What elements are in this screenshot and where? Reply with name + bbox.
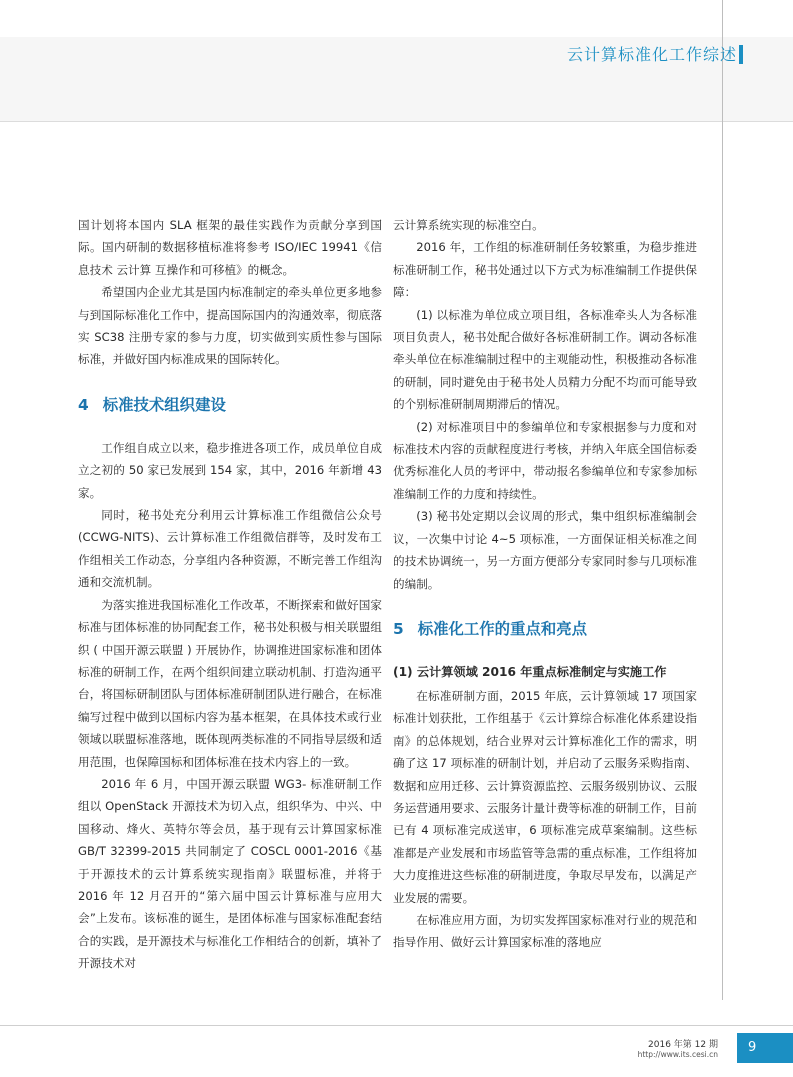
margin-rule — [722, 0, 723, 1000]
paragraph: 工作组自成立以来，稳步推进各项工作，成员单位自成立之初的 50 家已发展到 154 家，其中，2016 年新增 43 家。 — [78, 440, 382, 500]
footer-issue: 2016 年第 12 期 — [648, 1040, 718, 1050]
paragraph: 云计算系统实现的标准空白。 — [393, 218, 544, 232]
running-header-title: 云计算标准化工作综述 — [566, 45, 737, 64]
paragraph: 2016 年，工作组的标准研制任务较繁重，为稳步推进标准研制工作，秘书处通过以下方式为标准编制工作提供保障： — [393, 240, 697, 300]
paragraph: (3) 秘书处定期以会议周的形式，集中组织标准编制会议，一次集中讨论 4~5 项标准，一方面保证相关标准之间的技术协调统一，另一方面方便部分专家同时参与几项标准的编制。 — [393, 509, 697, 591]
footer-divider — [0, 1025, 793, 1026]
paragraph: 为落实推进我国标准化工作改革，不断探索和做好国家标准与团体标准的协同配套工作，秘书处积极与相关联盟组织 ( 中国开源云联盟 ) 开展协作，协调推进国家标准和团体标准的研制工作，在两个组织间建立联动机制、打造沟通平台，将国标研制团队与团体标准研制团队进行融合，在标准编写过程中做到以国标内容为基本框架，在具体技术或行业领域以联盟标准落地，既体现两类标准的不同指导层级和适用范围，也保障国标和团体标准在技术内容上的一致。 — [78, 597, 382, 769]
header-accent-bar — [739, 45, 743, 64]
section-title: 标准技术组织建设 — [102, 395, 226, 414]
footer-url: http://www.its.cesi.cn — [637, 1050, 718, 1059]
paragraph: 2016 年 6 月，中国开源云联盟 WG3- 标准研制工作组以 OpenStack 开源技术为切入点，组织华为、中兴、中国移动、烽火、英特尔等会员，基于现有云计算国家标准 GB/T 32399-2015 共同制定了 COSCL 0001-2016《基于开源技术的云计算系统实现指南》联盟标准，并将于 2016 年 12 月召开的“第六届中国云计算标准与应用大会”上发布。该标准的诞生，是团体标准与国家标准配套结合的实践，是开源技术与标准化工作相结合的创新，填补了开源技术对 — [78, 776, 382, 971]
right-column — [393, 214, 697, 954]
paragraph: 同时，秘书处充分利用云计算标准工作组微信公众号 (CCWG-NITS)、云计算标准工作组微信群等，及时发布工作组相关工作动态，分享组内各种资源，不断完善工作组沟通和交流机制。 — [78, 508, 382, 590]
paragraph: 希望国内企业尤其是国内标准制定的牵头单位更多地参与到国际标准化工作中，提高国际国内的沟通效率，彻底落实 SC38 注册专家的参与力度，切实做到实质性参与国际标准，并做好国内标准成果的国际转化。 — [78, 285, 382, 367]
subsection-heading: (1) 云计算领域 2016 年重点标准制定与实施工作 — [393, 664, 667, 679]
section-heading-4 — [78, 393, 382, 417]
section-number: 4 — [78, 395, 89, 414]
left-column — [78, 214, 382, 975]
section-number: 5 — [393, 619, 404, 638]
section-heading-5 — [393, 617, 697, 641]
paragraph: 在标准应用方面，为切实发挥国家标准对行业的规范和指导作用、做好云计算国家标准的落地应 — [393, 912, 697, 950]
paragraph: 国计划将本国内 SLA 框架的最佳实践作为贡献分享到国际。国内研制的数据移植标准将参考 ISO/IEC 19941《信息技术 云计算 互操作和可移植》的概念。 — [78, 218, 382, 277]
paragraph: (1) 以标准为单位成立项目组，各标准牵头人为各标准项目负责人，秘书处配合做好各标准研制工作。调动各标准牵头单位在标准编制过程中的主观能动性，积极推动各标准的研制，同时避免由于秘书处人员精力分配不均而可能导致的个别标准研制周期滞后的情况。 — [393, 307, 697, 412]
paragraph: (2) 对标准项目中的参编单位和专家根据参与力度和对标准技术内容的贡献程度进行考核，并纳入年底全国信标委优秀标准化人员的考评中，带动报名参编单位和专家参加标准编制工作的力度和持续性。 — [393, 419, 697, 501]
page-number: 9 — [737, 1033, 793, 1063]
paragraph: 在标准研制方面，2015 年底，云计算领域 17 项国家标准计划获批，工作组基于《云计算综合标准化体系建设指南》的总体规划，结合业界对云计算标准化工作的需求，明确了这 17 项标准的研制计划，并启动了云服务采购指南、数据和应用迁移、云计算资源监控、云服务级别协议、云服务运营通用要求、云服务计量计费等标准的研制工作，目前已有 4 项标准完成送审，6 项标准完成草案编制。这些标准都是产业发展和市场监管等急需的重点标准，工作组将加大力度推进这些标准的研制进度，争取尽早发布，以满足产业发展的需要。 — [393, 688, 697, 905]
section-title: 标准化工作的重点和亮点 — [417, 619, 588, 638]
